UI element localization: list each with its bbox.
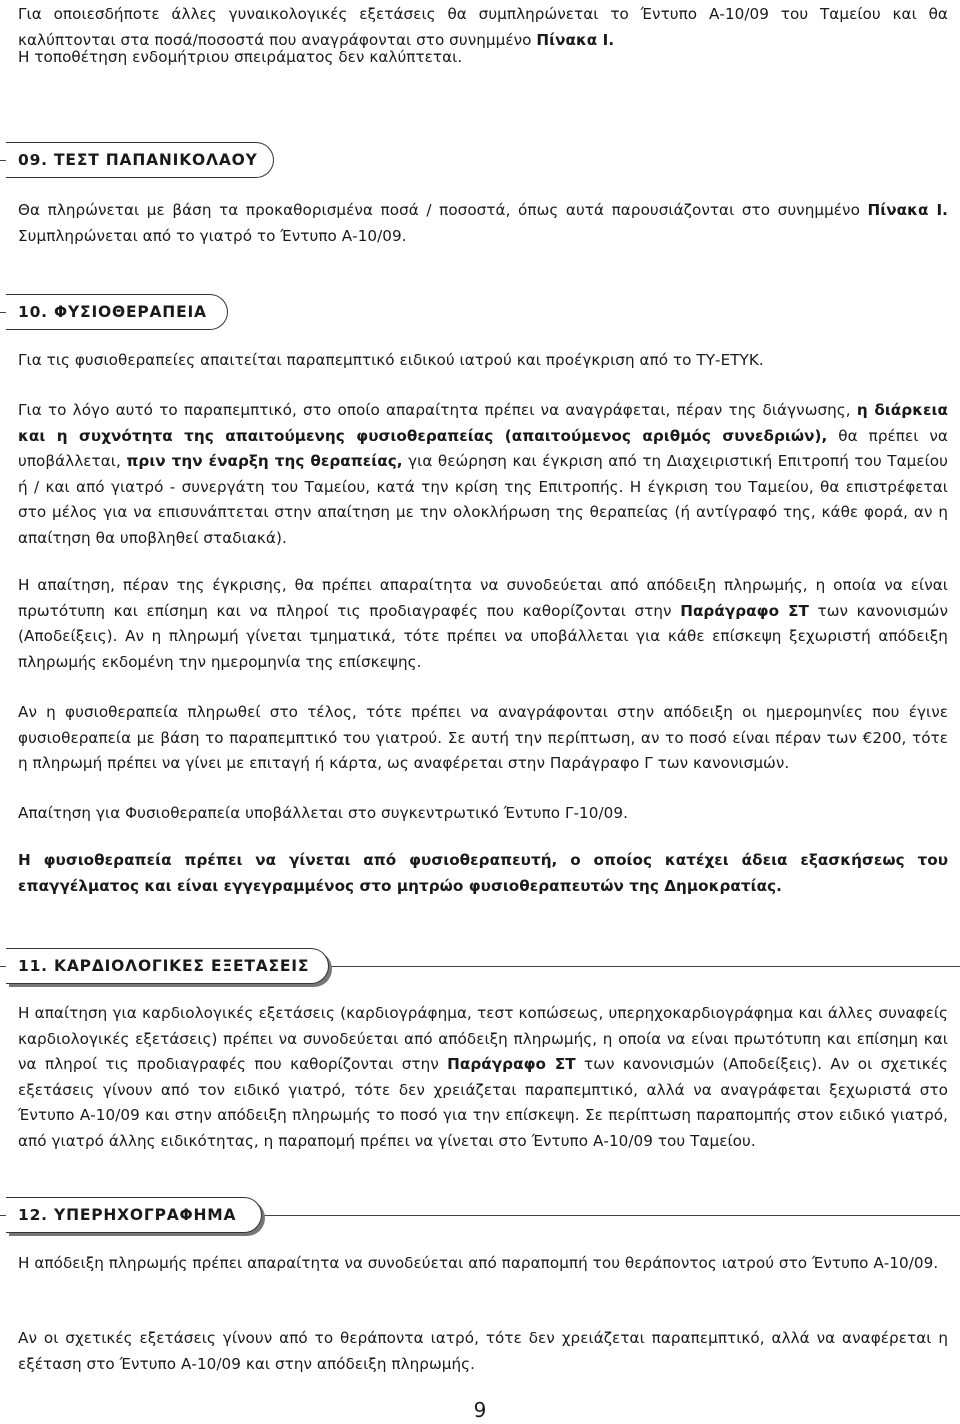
section-10-paragraph-2: Για το λόγο αυτό το παραπεμπτικό, στο οποίο απαραίτητα πρέπει να αναγράφεται, πέραν της διάγνωσης, η διάρκεια και η συχνότητα της απαιτούμενης φυσιοθεραπείας (απαιτούμενος αριθμός συνεδριών), θα πρέπει να υποβάλλεται, πριν την έναρξη της θεραπείας, για θεώρηση και έγκριση από τη Διαχειριστική Επιτροπή του Ταμείου ή / και από γιατρό - συνεργάτη του Ταμείου, κατά την κρίση της Επιτροπής. Η έγκριση του Ταμείου, θα επιστρέφεται στο μέλος για να επισυνάπτεται στην απαίτηση με την ολοκλήρωση της θεραπείας (ή αντίγραφό της, κάθε φορά, αν η απαίτηση θα υποβληθεί σταδιακά). [18,401,948,547]
section-11-paragraph: Η απαίτηση για καρδιολογικές εξετάσεις (καρδιογράφημα, τεστ κοπώσεως, υπερηχοκαρδιογράφημα και άλλες συναφείς καρδιολογικές εξετάσεις) πρέπει να συνοδεύεται από απόδειξη πληρωμής, η οποία να είναι πρωτότυπη και επίσημη και να πληροί τις προδιαγραφές που καθορίζονται στην Παράγραφο ΣΤ των κανονισμών (Αποδείξεις). Αν οι σχετικές εξετάσεις γίνουν από τον ειδικό γιατρό, τότε δεν χρειάζεται παραπεμπτικό, αλλά να αναγράφεται ξεχωριστά στο Έντυπο Α-10/09 και στην απόδειξη πληρωμής το ποσό για την επίσκεψη. Σε περίπτωση παραπομπής στον ειδικό γιατρό, από γιατρό άλλης ειδικότητας, η παραπομή πρέπει να γίνεται στο Έντυπο Α-10/09 του Ταμείου. [18,1004,948,1150]
section-09-heading: 09. ΤΕΣΤ ΠΑΠΑΝΙΚΟΛΑΟΥ [6,142,274,178]
intro-paragraph-1: Για οποιεσδήποτε άλλες γυναικολογικές εξετάσεις θα συμπληρώνεται το Έντυπο Α-10/09 του Ταμείου και θα καλύπτονται στα ποσά/ποσοστά που αναγράφονται στο συνημμένο Πίνακα Ι. [18,5,948,49]
page-number: 9 [473,1398,487,1422]
section-10-paragraph-4: Αν η φυσιοθεραπεία πληρωθεί στο τέλος, τότε πρέπει να αναγράφονται στην απόδειξη οι ημερομηνίες που έγινε φυσιοθεραπεία με βάση το παραπεμπτικό του γιατρού. Σε αυτή την περίπτωση, αν το ποσό είναι πέραν των €200, τότε η πληρωμή πρέπει να γίνει με επιταγή ή κάρτα, ως αναφέρεται στην Παράγραφο Γ των κανονισμών. [18,703,948,773]
section-12-paragraph-2: Αν οι σχετικές εξετάσεις γίνουν από το θεράποντα ιατρό, τότε δεν χρειάζεται παραπεμπτικό, αλλά να αναφέρεται η εξέταση στο Έντυπο Α-10/09 και στην απόδειξη πληρωμής. [18,1329,948,1373]
section-11-heading: 11. ΚΑΡΔΙΟΛΟΓΙΚΕΣ ΕΞΕΤΑΣΕΙΣ [6,948,329,984]
section-10-paragraph-1: Για τις φυσιοθεραπείες απαιτείται παραπεμπτικό ειδικού ιατρού και προέγκριση από το ΤΥ-ΕΤΥΚ. [18,351,764,369]
section-10-paragraph-5: Απαίτηση για Φυσιοθεραπεία υποβάλλεται στο συγκεντρωτικό Έντυπο Γ-10/09. [18,804,628,822]
section-12-paragraph-1: Η απόδειξη πληρωμής πρέπει απαραίτητα να συνοδεύεται από παραπομπή του θεράποντος ιατρού στο Έντυπο Α-10/09. [18,1254,939,1272]
section-12-heading: 12. ΥΠΕΡΗΧΟΓΡΑΦΗΜΑ [6,1197,262,1233]
section-10-paragraph-6: Η φυσιοθεραπεία πρέπει να γίνεται από φυσιοθεραπευτή, ο οποίος κατέχει άδεια εξασκήσεως του επαγγέλματος και είναι εγγεγραμμένος στο μητρώο φυσιοθεραπευτών της Δημοκρατίας. [18,851,948,895]
section-10-paragraph-3: Η απαίτηση, πέραν της έγκρισης, θα πρέπει απαραίτητα να συνοδεύεται από απόδειξη πληρωμής, η οποία να είναι πρωτότυπη και επίσημη και να πληροί τις προδιαγραφές που καθορίζονται στην Παράγραφο ΣΤ των κανονισμών (Αποδείξεις). Αν η πληρωμή γίνεται τμηματικά, τότε πρέπει να υποβάλλεται για κάθε επίσκεψη ξεχωριστή απόδειξη πληρωμής εκδομένη την ημερομηνία της επίσκεψης. [18,576,948,671]
section-09-paragraph: Θα πληρώνεται με βάση τα προκαθορισμένα ποσά / ποσοστά, όπως αυτά παρουσιάζονται στο συνημμένο Πίνακα Ι. Συμπληρώνεται από το γιατρό το Έντυπο Α-10/09. [18,201,948,245]
intro-paragraph-2: Η τοποθέτηση ενδομήτριου σπειράματος δεν καλύπτεται. [18,48,463,66]
section-10-heading: 10. ΦΥΣΙΟΘΕΡΑΠΕΙΑ [6,294,228,330]
